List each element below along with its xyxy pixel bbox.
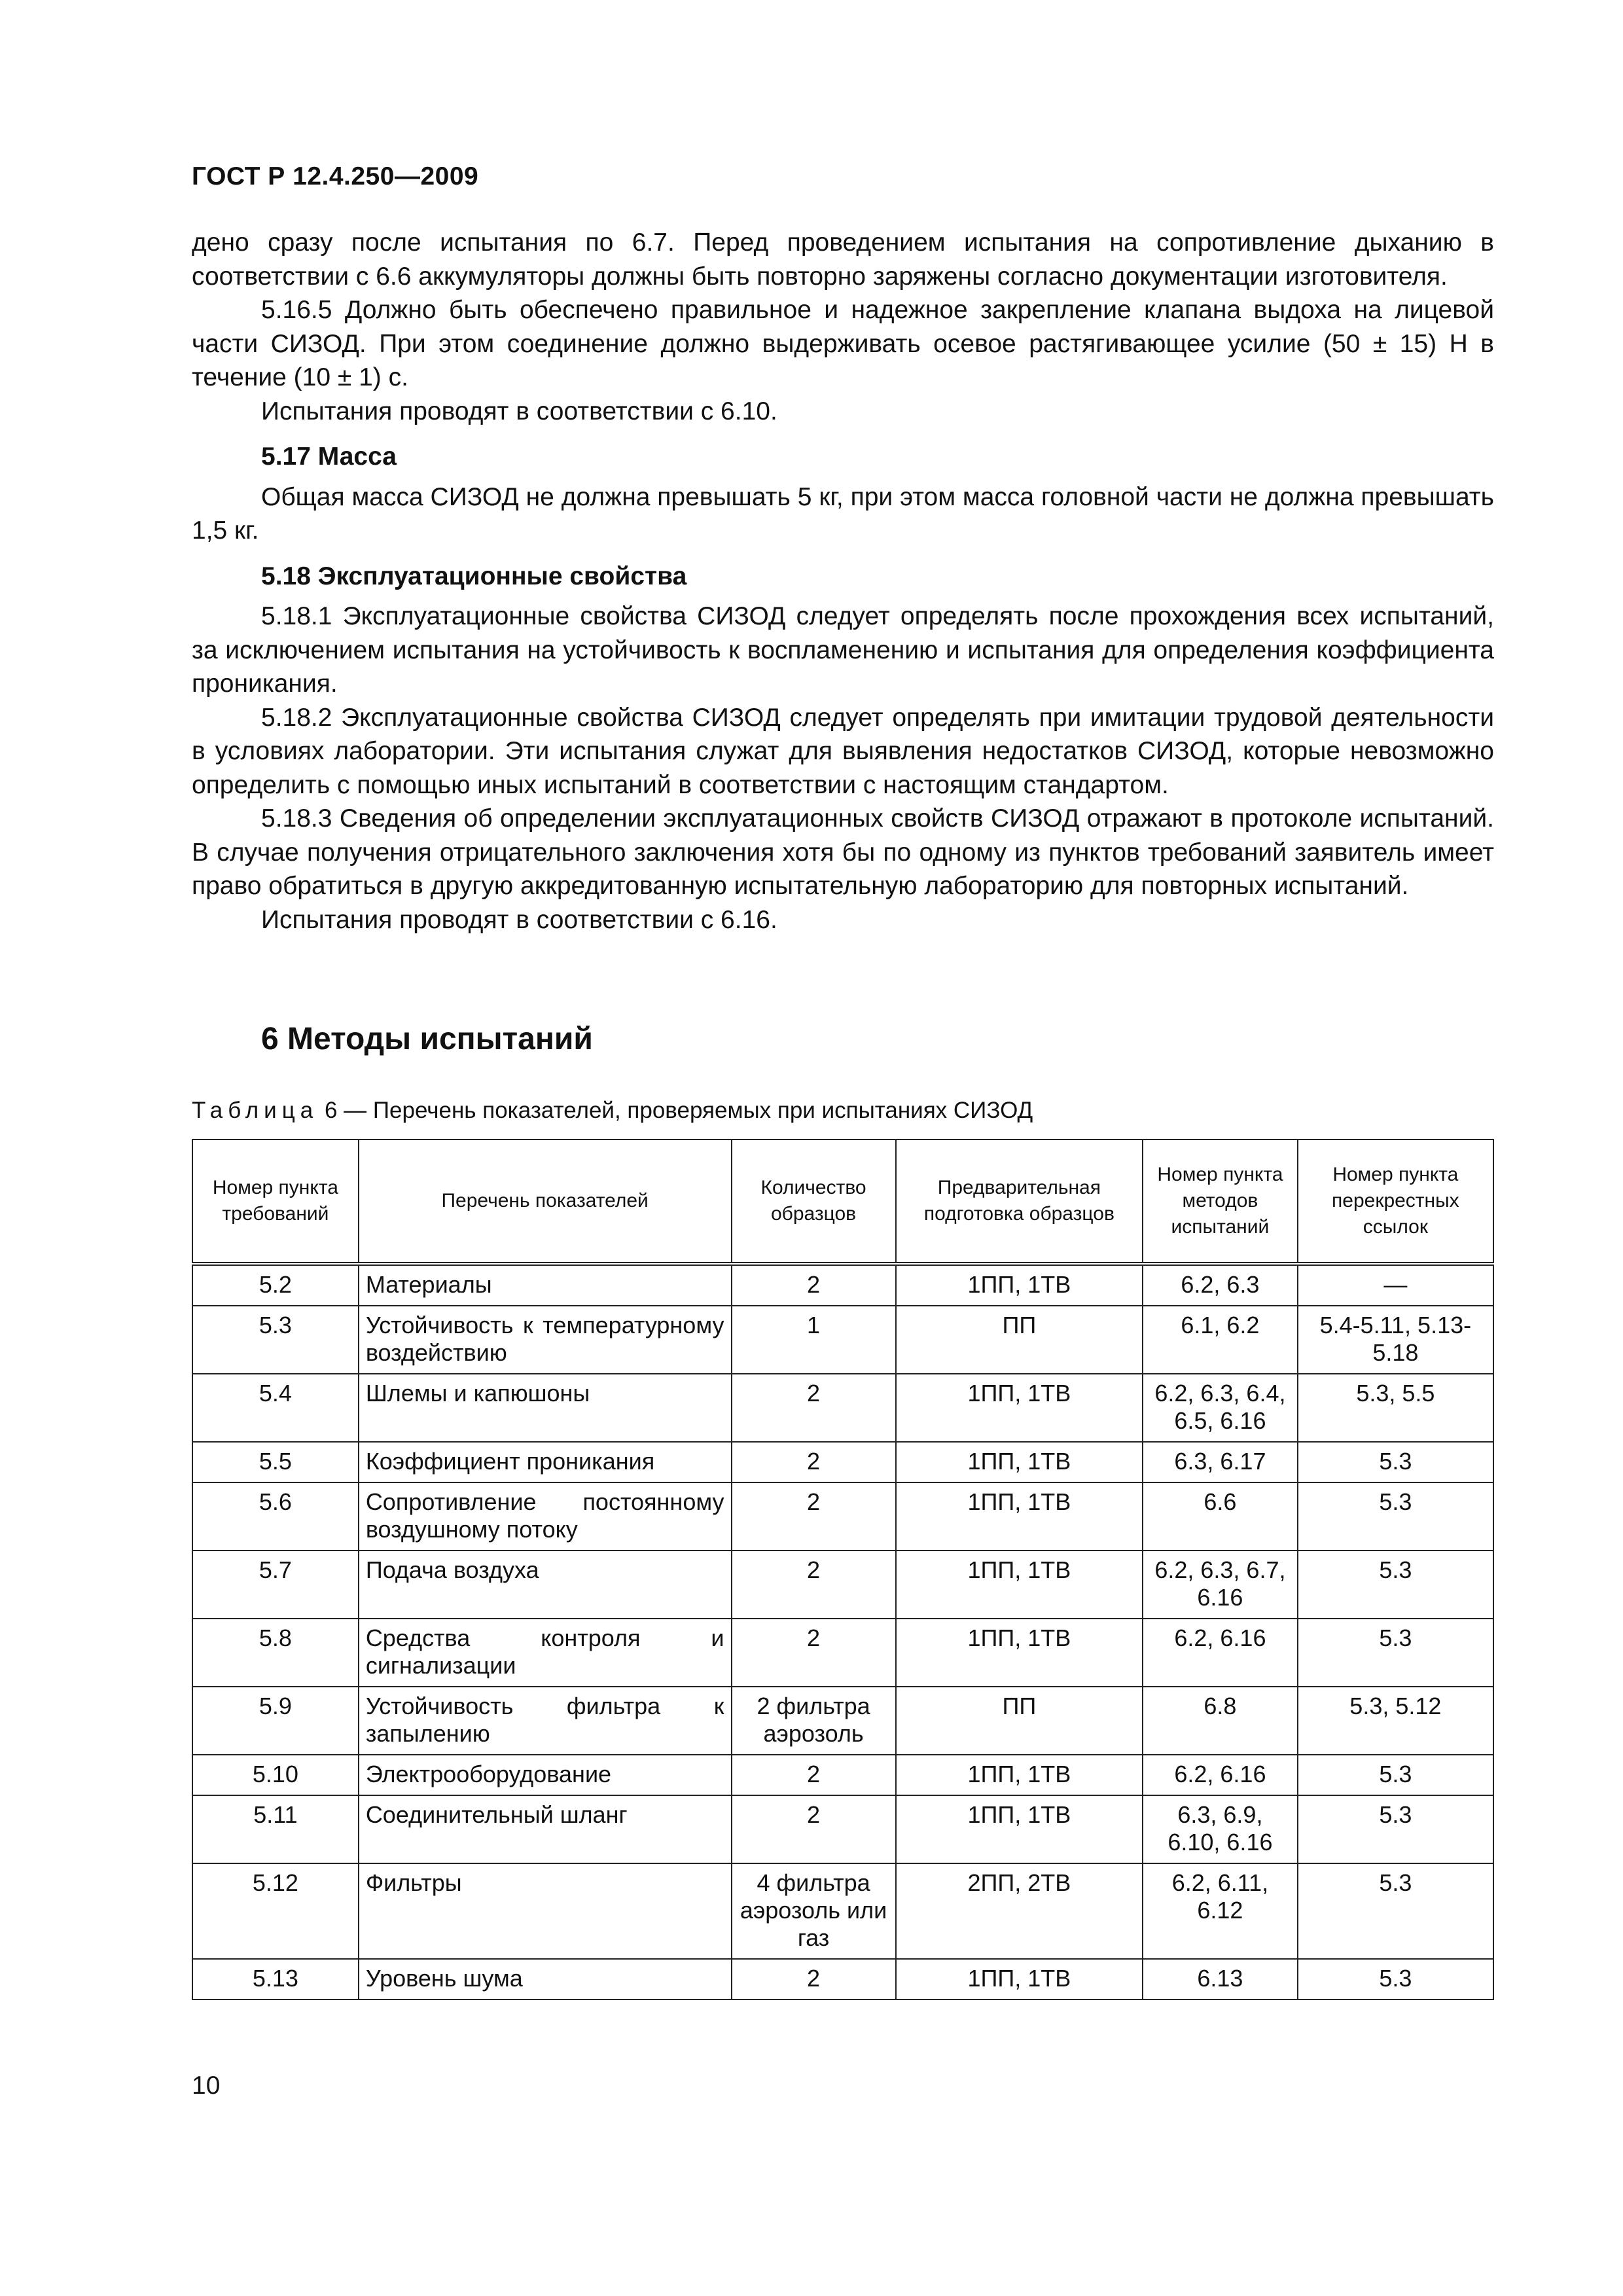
cell-method: 6.1, 6.2 (1143, 1306, 1298, 1374)
cell-cross: 5.3 (1298, 1959, 1493, 2000)
cell-req: 5.3 (192, 1306, 359, 1374)
cell-cross: 5.3 (1298, 1795, 1493, 1863)
paragraph-5-18-2: 5.18.2 Эксплуатационные свойства СИЗОД следует определять при имитации трудовой деятельности в условиях лаборатории. Эти испытания служат для выявления недостатков СИЗОД, которые невозможно определить с помощью иных испытаний в соответствии с настоящим стандартом. (192, 703, 1494, 799)
paragraph-5-18-1: 5.18.1 Эксплуатационные свойства СИЗОД следует определять после прохождения всех испытаний, за исключением испытания на устойчивость к воспламенению и испытания для определения коэффициента проникания. (192, 602, 1494, 698)
cell-cross: 5.3, 5.12 (1298, 1687, 1493, 1755)
cell-qty: 2 (732, 1959, 896, 2000)
cell-req: 5.8 (192, 1619, 359, 1687)
cell-cross: — (1298, 1264, 1493, 1306)
cell-method: 6.3, 6.9, 6.10, 6.16 (1143, 1795, 1298, 1863)
cell-prep: 2ПП, 2ТВ (896, 1863, 1143, 1959)
cell-method: 6.2, 6.3, 6.7, 6.16 (1143, 1551, 1298, 1619)
cell-cross: 5.3 (1298, 1442, 1493, 1482)
standard-designation: ГОСТ Р 12.4.250—2009 (192, 162, 479, 190)
cell-qty: 1 (732, 1306, 896, 1374)
cell-name: Устойчивость к температурному воздействию (359, 1306, 732, 1374)
cell-qty: 2 (732, 1619, 896, 1687)
table-row (192, 1619, 1493, 1687)
cell-qty: 2 (732, 1755, 896, 1795)
table-row (192, 1442, 1493, 1482)
cell-req: 5.11 (192, 1795, 359, 1863)
cell-cross: 5.3 (1298, 1863, 1493, 1959)
cell-name: Электрооборудование (359, 1755, 732, 1795)
header-qty: Количество образцов (732, 1139, 896, 1264)
cell-method: 6.2, 6.11, 6.12 (1143, 1863, 1298, 1959)
cell-method: 6.2, 6.16 (1143, 1755, 1298, 1795)
cell-prep: 1ПП, 1ТВ (896, 1374, 1143, 1442)
paragraph-test-ref-6-10: Испытания проводят в соответствии с 6.10. (261, 397, 777, 425)
cell-method: 6.2, 6.3 (1143, 1264, 1298, 1306)
cell-prep: 1ПП, 1ТВ (896, 1551, 1143, 1619)
table-row (192, 1755, 1493, 1795)
cell-method: 6.13 (1143, 1959, 1298, 2000)
table-row (192, 1482, 1493, 1551)
cell-req: 5.9 (192, 1687, 359, 1755)
cell-method: 6.8 (1143, 1687, 1298, 1755)
cell-method: 6.2, 6.16 (1143, 1619, 1298, 1687)
cell-qty: 2 (732, 1374, 896, 1442)
cell-qty: 4 фильтра аэрозоль или газ (732, 1863, 896, 1959)
table-caption (192, 1096, 1033, 1125)
table-row (192, 1551, 1493, 1619)
cell-name: Уровень шума (359, 1959, 732, 2000)
cell-req: 5.6 (192, 1482, 359, 1551)
header-prep: Предварительная подготовка образцов (896, 1139, 1143, 1264)
cell-req: 5.2 (192, 1264, 359, 1306)
cell-req: 5.7 (192, 1551, 359, 1619)
cell-name: Средства контроля и сигнализации (359, 1619, 732, 1687)
table-body (192, 1264, 1493, 2000)
cell-prep: 1ПП, 1ТВ (896, 1619, 1143, 1687)
cell-method: 6.3, 6.17 (1143, 1442, 1298, 1482)
cell-name: Устойчивость фильтра к запылению (359, 1687, 732, 1755)
cell-cross: 5.3 (1298, 1619, 1493, 1687)
heading-5-17: 5.17 Масса (261, 442, 397, 471)
cell-prep: ПП (896, 1306, 1143, 1374)
cell-qty: 2 (732, 1264, 896, 1306)
table-row (192, 1306, 1493, 1374)
cell-name: Материалы (359, 1264, 732, 1306)
table-row (192, 1264, 1493, 1306)
cell-name: Фильтры (359, 1863, 732, 1959)
cell-req: 5.12 (192, 1863, 359, 1959)
cell-cross: 5.3 (1298, 1551, 1493, 1619)
cell-prep: 1ПП, 1ТВ (896, 1959, 1143, 2000)
cell-req: 5.10 (192, 1755, 359, 1795)
cell-name: Шлемы и капюшоны (359, 1374, 732, 1442)
cell-method: 6.6 (1143, 1482, 1298, 1551)
cell-cross: 5.3, 5.5 (1298, 1374, 1493, 1442)
table-header-row (192, 1139, 1493, 1264)
cell-name: Соединительный шланг (359, 1795, 732, 1863)
cell-req: 5.4 (192, 1374, 359, 1442)
paragraph-5-18-3: 5.18.3 Сведения об определении эксплуатационных свойств СИЗОД отражают в протоколе испытаний. В случае получения отрицательного заключения хотя бы по одному из пунктов требований заявитель имеет право обратиться в другую аккредитованную испытательную лабораторию для повторных испытаний. (192, 804, 1494, 900)
cell-qty: 2 фильтра аэрозоль (732, 1687, 896, 1755)
paragraph-test-ref-6-16: Испытания проводят в соответствии с 6.16. (261, 905, 777, 934)
cell-req: 5.13 (192, 1959, 359, 2000)
table-row (192, 1863, 1493, 1959)
heading-5-18: 5.18 Эксплуатационные свойства (261, 562, 687, 590)
cell-name: Подача воздуха (359, 1551, 732, 1619)
cell-prep: 1ПП, 1ТВ (896, 1264, 1143, 1306)
table-row (192, 1959, 1493, 2000)
cell-method: 6.2, 6.3, 6.4, 6.5, 6.16 (1143, 1374, 1298, 1442)
cell-name: Коэффициент проникания (359, 1442, 732, 1482)
cell-qty: 2 (732, 1482, 896, 1551)
paragraph-continuation: дено сразу после испытания по 6.7. Перед проведением испытания на сопротивление дыханию в соответствии с 6.6 аккумуляторы должны быть повторно заряжены согласно документации изготовителя. (192, 228, 1494, 291)
table-caption-text: 6 — Перечень показателей, проверяемых при испытаниях СИЗОД (324, 1098, 1033, 1123)
cell-cross: 5.4-5.11, 5.13-5.18 (1298, 1306, 1493, 1374)
cell-prep: 1ПП, 1ТВ (896, 1795, 1143, 1863)
cell-name: Сопротивление постоянному воздушному потоку (359, 1482, 732, 1551)
table-row (192, 1374, 1493, 1442)
cell-req: 5.5 (192, 1442, 359, 1482)
header-cross: Номер пункта перекрестных ссылок (1298, 1139, 1493, 1264)
cell-prep: 1ПП, 1ТВ (896, 1755, 1143, 1795)
section-title: 6 Методы испытаний (261, 1022, 593, 1056)
cell-prep: 1ПП, 1ТВ (896, 1482, 1143, 1551)
cell-prep: ПП (896, 1687, 1143, 1755)
table-row (192, 1687, 1493, 1755)
cell-cross: 5.3 (1298, 1482, 1493, 1551)
cell-qty: 2 (732, 1795, 896, 1863)
cell-cross: 5.3 (1298, 1755, 1493, 1795)
cell-prep: 1ПП, 1ТВ (896, 1442, 1143, 1482)
body-text (192, 226, 1494, 937)
cell-qty: 2 (732, 1442, 896, 1482)
requirements-table (192, 1139, 1494, 2000)
paragraph-mass: Общая масса СИЗОД не должна превышать 5 кг, при этом масса головной части не должна превышать 1,5 кг. (192, 482, 1494, 545)
table-row (192, 1795, 1493, 1863)
header-req: Номер пункта требований (192, 1139, 359, 1264)
page-number: 10 (192, 2072, 221, 2100)
cell-qty: 2 (732, 1551, 896, 1619)
header-method: Номер пункта методов испытаний (1143, 1139, 1298, 1264)
table-caption-word: Таблица (192, 1098, 319, 1123)
paragraph-5-16-5: 5.16.5 Должно быть обеспечено правильное и надежное закрепление клапана выдоха на лицевой части СИЗОД. При этом соединение должно выдерживать осевое растягивающее усилие (50 ± 15) Н в течение (10 ± 1) с. (192, 296, 1494, 391)
header-list: Перечень показателей (359, 1139, 732, 1264)
